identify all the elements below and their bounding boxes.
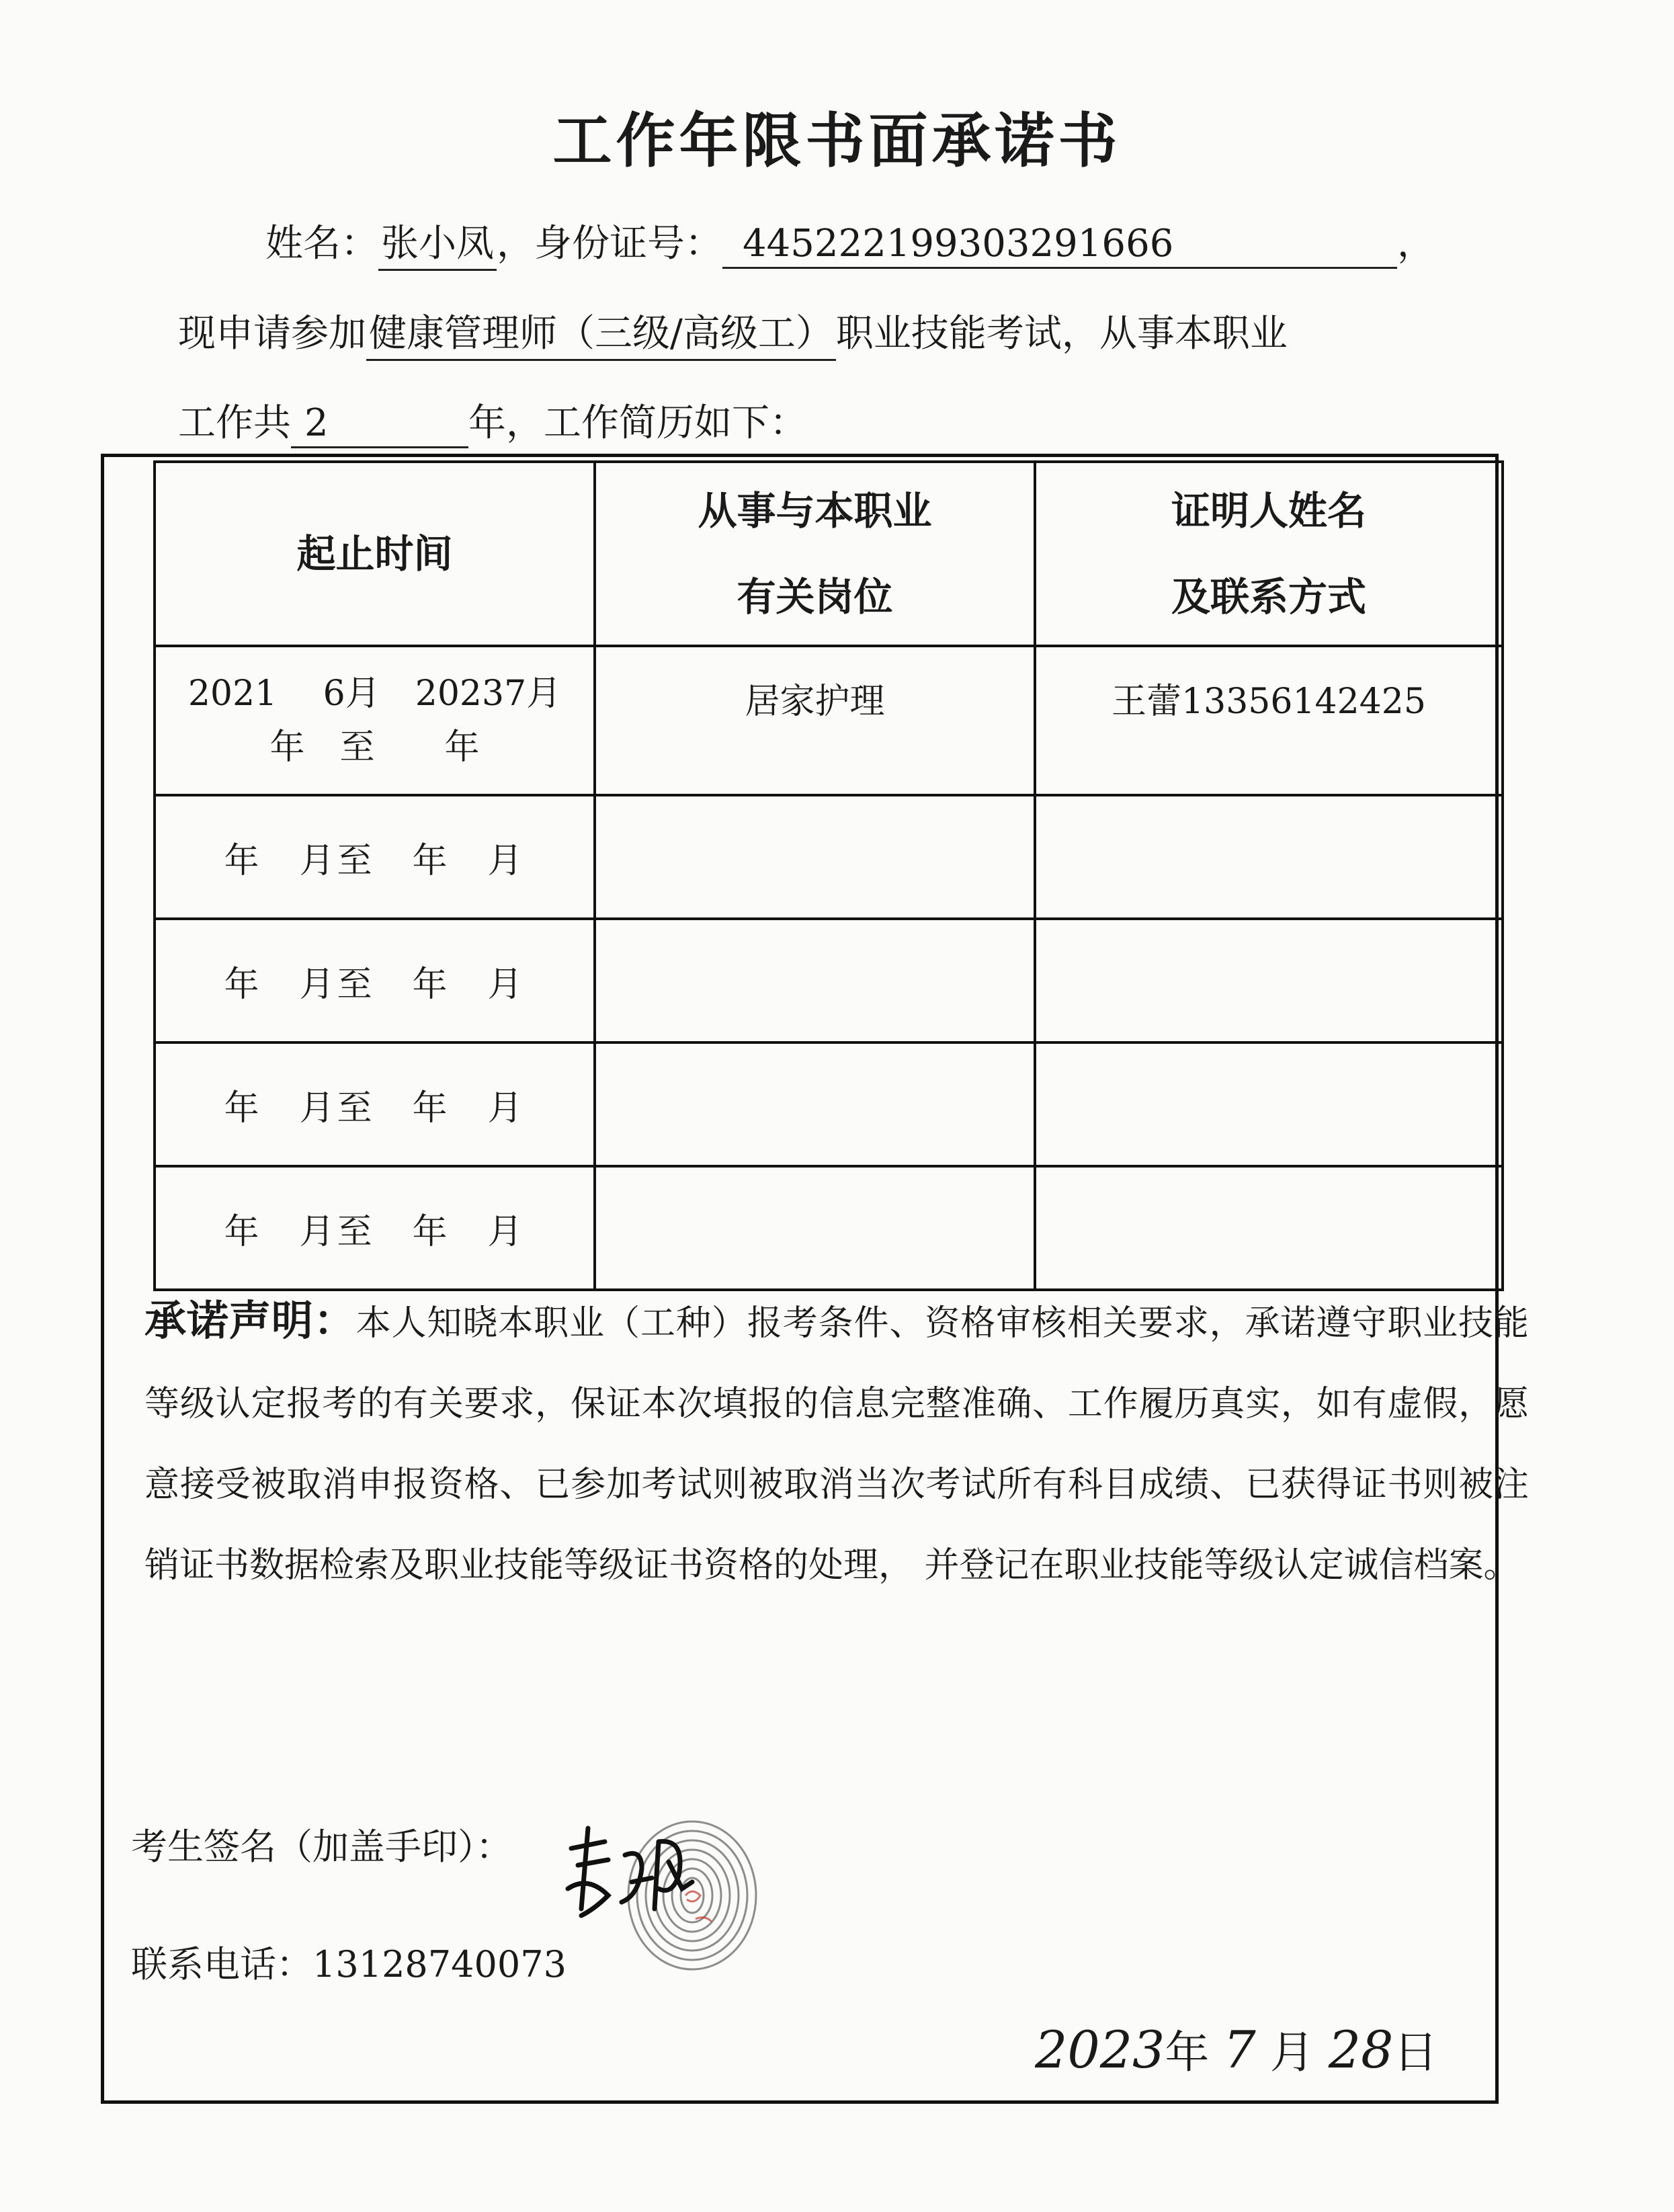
exam-name: 健康管理师（三级/高级工） bbox=[366, 304, 836, 361]
id-number: 445222199303291666 bbox=[722, 222, 1397, 269]
period-cell: 年 月至 年 月 bbox=[155, 1042, 595, 1166]
signature-fingerprint-area bbox=[558, 1801, 766, 1976]
experience-line bbox=[178, 393, 807, 448]
fingerprint-icon bbox=[558, 1801, 766, 1976]
witness-cell bbox=[1035, 1166, 1503, 1290]
name-label: 姓名： bbox=[265, 222, 378, 265]
application-suffix: 职业技能考试，从事本职业 bbox=[835, 312, 1288, 356]
id-trailing: ， bbox=[1397, 222, 1435, 265]
table-row bbox=[155, 646, 1503, 795]
phone-label: 联系电话： bbox=[131, 1943, 312, 1985]
position-cell bbox=[595, 1166, 1035, 1290]
applicant-line bbox=[265, 214, 1435, 271]
period-cell: 年 月至 年 月 bbox=[155, 795, 595, 919]
document-title: 工作年限书面承诺书 bbox=[552, 106, 1122, 175]
signature-label: 考生签名（加盖手印）： bbox=[131, 1826, 512, 1868]
period-line2: 年 至 年 bbox=[269, 727, 480, 768]
period-cell bbox=[155, 646, 595, 795]
header-position-line2: 有关岗位 bbox=[737, 574, 893, 620]
table-row bbox=[155, 919, 1503, 1042]
position-cell: 居家护理 bbox=[595, 646, 1035, 795]
position-cell bbox=[595, 919, 1035, 1042]
table-row bbox=[155, 1042, 1503, 1166]
witness-cell: 王蕾13356142425 bbox=[1035, 646, 1503, 795]
date-year-unit: 年 bbox=[1165, 2026, 1210, 2078]
signature-row bbox=[131, 1818, 512, 1870]
header-position-line1: 从事与本职业 bbox=[698, 488, 932, 534]
witness-cell bbox=[1035, 1042, 1503, 1166]
application-line bbox=[178, 304, 1288, 361]
table-row bbox=[155, 1166, 1503, 1290]
experience-years: 2 bbox=[291, 401, 468, 448]
period-line1: 2021 6月 20237月 bbox=[187, 673, 562, 714]
applicant-name: 张小凤 bbox=[378, 214, 497, 271]
header-witness-line2: 及联系方式 bbox=[1171, 574, 1366, 620]
commitment-statement bbox=[144, 1280, 1529, 1606]
header-witness-line1: 证明人姓名 bbox=[1171, 488, 1366, 534]
experience-suffix: 年，工作简历如下： bbox=[468, 401, 807, 445]
table-row bbox=[155, 795, 1503, 919]
header-period: 起止时间 bbox=[155, 462, 595, 646]
application-prefix: 现申请参加 bbox=[178, 312, 366, 356]
table-header-row bbox=[155, 462, 1503, 646]
date-day-unit: 日 bbox=[1393, 2026, 1438, 2078]
header-witness bbox=[1035, 462, 1503, 646]
date-year: 2023 bbox=[1035, 2020, 1165, 2080]
date-day: 28 bbox=[1328, 2020, 1394, 2080]
signing-date bbox=[1035, 2016, 1437, 2080]
witness-cell bbox=[1035, 795, 1503, 919]
date-month-unit: 月 bbox=[1269, 2026, 1314, 2078]
contact-row bbox=[131, 1936, 567, 1988]
position-cell bbox=[595, 795, 1035, 919]
work-history-table bbox=[153, 460, 1504, 1291]
position-cell bbox=[595, 1042, 1035, 1166]
statement-heading: 承诺声明： bbox=[144, 1296, 356, 1345]
witness-cell bbox=[1035, 919, 1503, 1042]
period-cell: 年 月至 年 月 bbox=[155, 919, 595, 1042]
date-month: 7 bbox=[1223, 2020, 1256, 2080]
id-label: ，身份证号： bbox=[497, 222, 722, 265]
experience-prefix: 工作共 bbox=[178, 401, 291, 445]
statement-body: 本人知晓本职业（工种）报考条件、资格审核相关要求，承诺遵守职业技能等级认定报考的有关要求，保证本次填报的信息完整准确、工作履历真实，如有虚假，愿意接受被取消申报资格、已参加考试则被取消当次考试所有科目成绩、已获得证书则被注销证书数据检索及职业技能等级证书资格的处理， 并登记在职业技能等级认定诚信档案。 bbox=[144, 1303, 1529, 1586]
period-cell: 年 月至 年 月 bbox=[155, 1166, 595, 1290]
header-position bbox=[595, 462, 1035, 646]
phone-number: 13128740073 bbox=[312, 1943, 567, 1985]
